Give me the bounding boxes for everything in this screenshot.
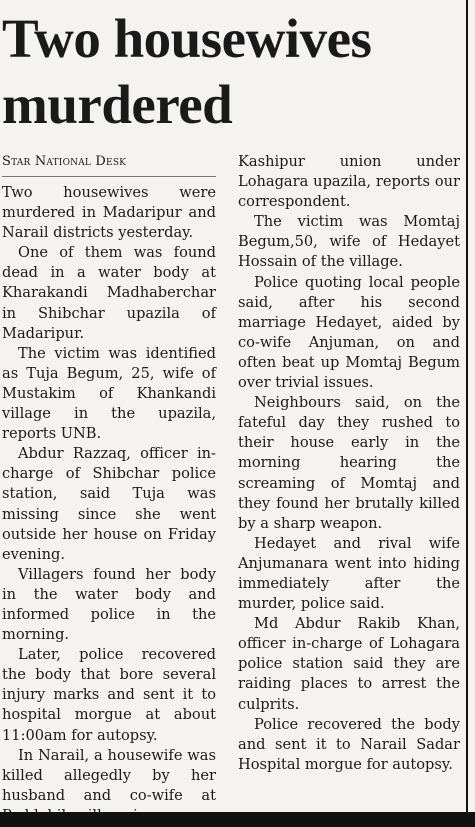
- paragraph: Abdur Razzaq, officer in-charge of Shibchar police station, said Tuja was missing since she went outside her house on Friday evening.: [2, 445, 216, 563]
- bottom-rule: [0, 812, 475, 827]
- paragraph: Kashipur union under Lohagara upazila, reports our correspondent.: [238, 153, 460, 211]
- paragraph: Villagers found her body in the water body and informed police in the morning.: [2, 565, 216, 644]
- byline: Star National Desk: [2, 152, 216, 177]
- article-column-2: [238, 152, 460, 775]
- paragraph: The victim was Momtaj Begum,50, wife of Hedayet Hossain of the village.: [238, 213, 460, 271]
- paragraph: Two housewives were murdered in Madaripur and Narail districts yesterday.: [2, 184, 216, 242]
- paragraph: Md Abdur Rakib Khan, officer in-charge of Lohagara police station said they are raiding places to arrest the culprits.: [238, 615, 460, 713]
- paragraph: Police quoting local people said, after his second marriage Hedayet, aided by co-wife Anjuman, on and often beat up Momtaj Begum over trivial issues.: [238, 273, 460, 392]
- article-column-1: [2, 152, 216, 826]
- paragraph: In Narail, a housewife was killed allegedly by her husband and co-wife at: [2, 746, 216, 804]
- paragraph: Hedayet and rival wife Anjumanara went into hiding immediately after the murder, police said.: [238, 534, 460, 613]
- paragraph: The victim was identified as Tuja Begum, 25, wife of Mustakim of Khankandi village in the upazila, reports UNB.: [2, 344, 216, 443]
- paragraph: One of them was found dead in a water body at Kharakandi Madhaberchar in Shibchar upazila of Madaripur.: [2, 244, 216, 342]
- headline: Two housewives murdered: [2, 8, 372, 135]
- paragraph: Later, police recovered the body that bore several injury marks and sent it to hospital morgue at about 11:00am for autopsy.: [2, 646, 216, 744]
- column-rule: [466, 0, 468, 812]
- paragraph: Police recovered the body and sent it to Narail Sadar Hospital morgue for autopsy.: [238, 715, 460, 773]
- paragraph: Neighbours said, on the fateful day they rushed to their house early in the morning hearing the screaming of Momtaj and they found her brutally killed by a sharp weapon.: [238, 394, 460, 532]
